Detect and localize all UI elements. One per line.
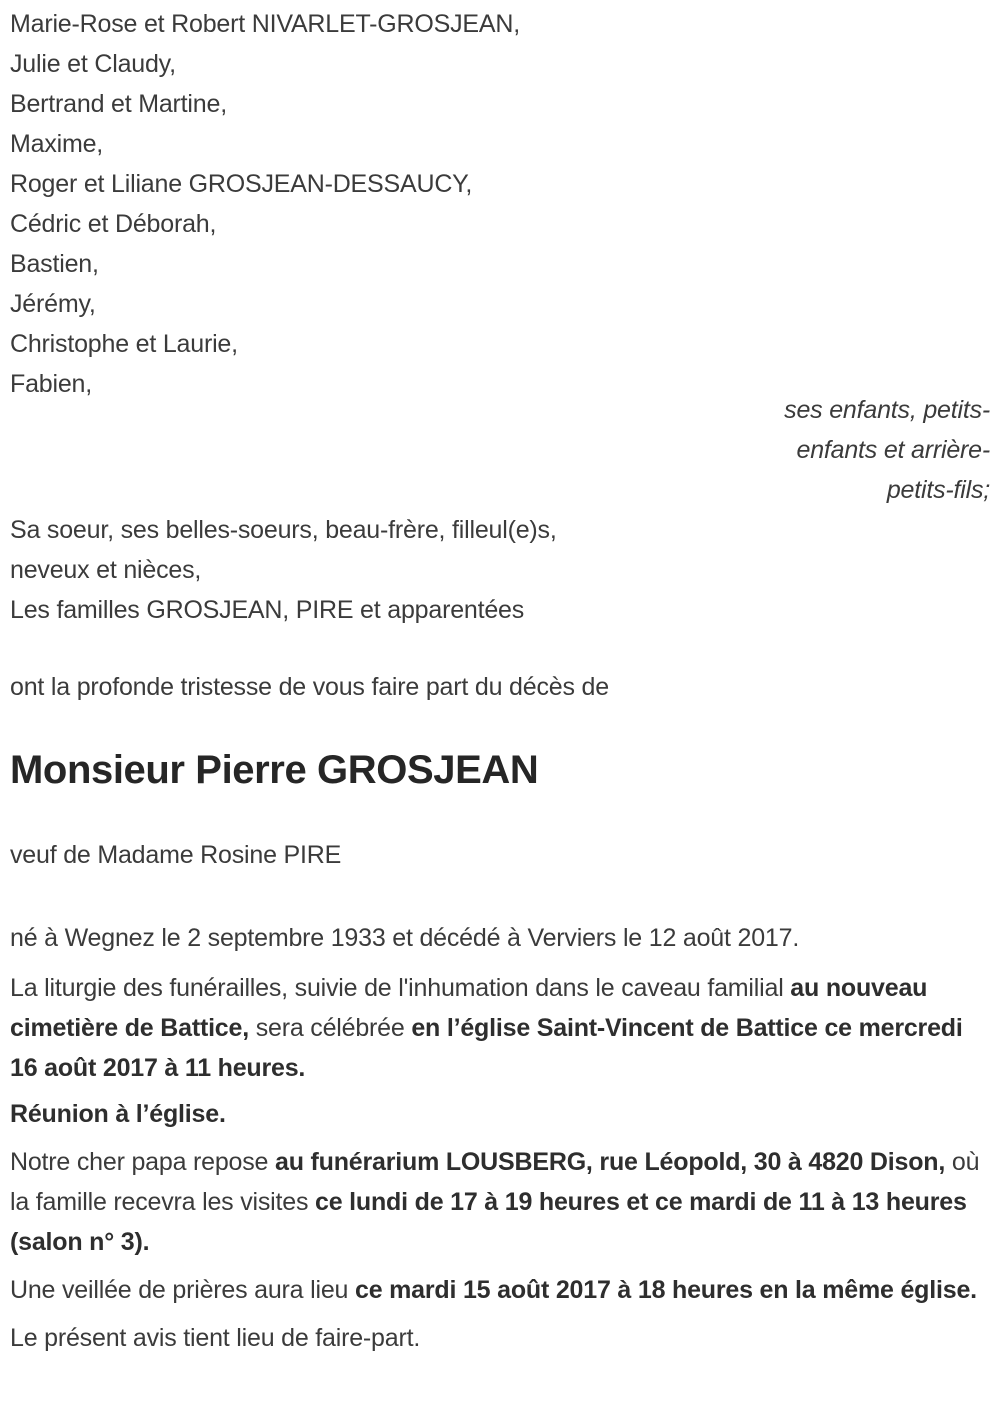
family-name-line: Roger et Liliane GROSJEAN-DESSAUCY,	[10, 170, 473, 198]
text-run: Une veillée de prières aura lieu	[10, 1276, 355, 1304]
funeral-paragraph	[10, 968, 990, 1088]
family-name-line: Fabien,	[10, 370, 92, 398]
family-name-line: Bertrand et Martine,	[10, 90, 227, 118]
announcement-line: ont la profonde tristesse de vous faire part du décès de	[10, 673, 609, 701]
relatives-line: neveux et nièces,	[10, 556, 202, 584]
family-name-line: Bastien,	[10, 250, 99, 278]
family-name-line: Maxime,	[10, 130, 104, 158]
text-run-bold: ce lundi de 17 à 19 heures et ce mardi de 11 à 13 heures (salon n° 3).	[10, 1188, 967, 1256]
relationship-caption-line: enfants et arrière-	[796, 436, 990, 464]
deceased-name-heading: Monsieur Pierre GROSJEAN	[10, 748, 539, 792]
family-name-line: Julie et Claudy,	[10, 50, 176, 78]
text-run-bold: en l’église Saint-Vincent de Battice ce mercredi 16 août 2017 à 11 heures.	[10, 1014, 963, 1082]
family-name-line: Cédric et Déborah,	[10, 210, 217, 238]
vigil-paragraph	[10, 1270, 990, 1310]
closing-line: Le présent avis tient lieu de faire-part.	[10, 1324, 421, 1352]
text-run-bold: au funérarium LOUSBERG, rue Léopold, 30 à 4820 Dison,	[275, 1148, 946, 1176]
text-run-bold: au nouveau cimetière de Battice,	[10, 974, 928, 1042]
family-name-line: Jérémy,	[10, 290, 96, 318]
birth-death-line: né à Wegnez le 2 septembre 1933 et décédé à Verviers le 12 août 2017.	[10, 924, 800, 952]
relationship-caption-line: petits-fils;	[886, 476, 990, 504]
text-run-bold: ce mardi 15 août 2017 à 18 heures en la même église.	[355, 1276, 977, 1304]
widower-line: veuf de Madame Rosine PIRE	[10, 841, 342, 869]
repose-paragraph	[10, 1142, 990, 1262]
text-run: Notre cher papa repose	[10, 1148, 276, 1176]
relatives-line: Les familles GROSJEAN, PIRE et apparentées	[10, 596, 525, 624]
text-run: La liturgie des funérailles, suivie de l'inhumation dans le caveau familial	[10, 974, 791, 1002]
relatives-line: Sa soeur, ses belles-soeurs, beau-frère, filleul(e)s,	[10, 516, 557, 544]
relatives-block	[10, 510, 990, 630]
family-name-line: Marie-Rose et Robert NIVARLET-GROSJEAN,	[10, 10, 520, 38]
family-name-line: Christophe et Laurie,	[10, 330, 238, 358]
text-run: sera célébrée	[248, 1014, 412, 1042]
relationship-caption	[10, 390, 990, 510]
family-names-block	[10, 4, 990, 404]
text-run-bold: Réunion à l’église.	[10, 1100, 226, 1128]
text-run: où la famille recevra les visites	[10, 1148, 980, 1216]
relationship-caption-line: ses enfants, petits-	[784, 396, 990, 424]
meeting-paragraph	[10, 1094, 990, 1134]
